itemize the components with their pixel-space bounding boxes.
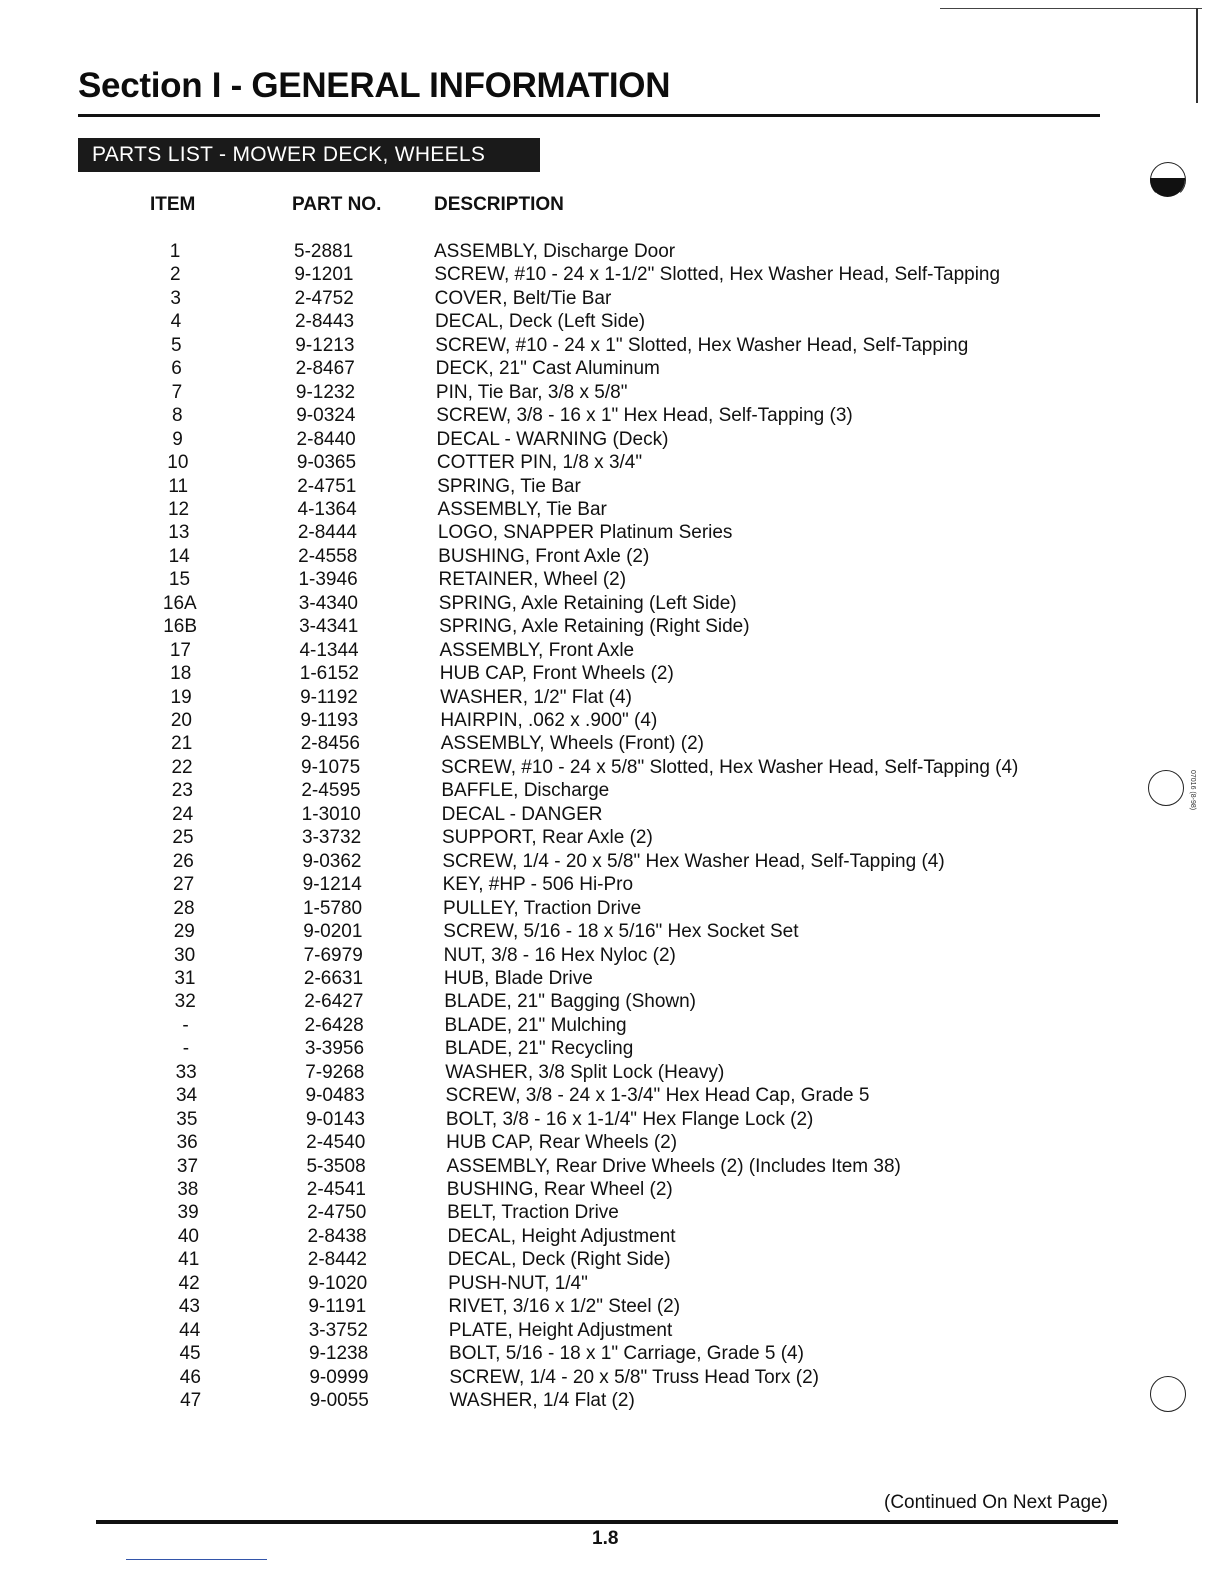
page-number: 1.8 xyxy=(592,1528,619,1549)
part-number: 4-1344 xyxy=(299,639,359,661)
part-number: 2-8467 xyxy=(295,358,355,380)
item-number: 22 xyxy=(171,756,193,778)
part-number: 9-1191 xyxy=(308,1296,367,1318)
part-number: 9-1192 xyxy=(300,686,358,708)
table-row xyxy=(0,381,1224,404)
part-number: 5-3508 xyxy=(306,1155,366,1177)
table-row xyxy=(0,263,1224,286)
part-number: 9-0055 xyxy=(309,1390,369,1412)
part-description: RIVET, 3/16 x 1/2" Steel (2) xyxy=(448,1296,681,1318)
table-row xyxy=(0,873,1224,896)
table-row xyxy=(0,1342,1224,1365)
item-number: 38 xyxy=(177,1179,199,1200)
part-description: PUSH-NUT, 1/4" xyxy=(448,1272,588,1294)
item-number: 45 xyxy=(179,1343,201,1365)
table-row xyxy=(0,967,1224,990)
item-number: 43 xyxy=(178,1296,200,1318)
table-row xyxy=(0,1366,1224,1389)
item-number: 8 xyxy=(171,405,183,427)
item-number: 27 xyxy=(173,874,195,896)
part-number: 9-1193 xyxy=(300,710,359,731)
table-row xyxy=(0,404,1224,427)
item-number: 7 xyxy=(171,381,183,403)
table-row xyxy=(0,475,1224,498)
part-number: 1-3010 xyxy=(301,803,361,825)
page-edge-mark xyxy=(1196,8,1198,103)
table-row xyxy=(0,1108,1224,1131)
part-description: PULLEY, Traction Drive xyxy=(442,897,642,919)
part-description: SCREW, 3/8 - 24 x 1-3/4" Hex Head Cap, Grade 5 xyxy=(445,1085,870,1107)
item-number: 3 xyxy=(170,287,181,309)
item-number: 30 xyxy=(174,944,196,966)
item-number: 28 xyxy=(173,897,195,919)
part-number: 9-1201 xyxy=(294,264,354,286)
item-number: 6 xyxy=(171,358,182,380)
part-description: SCREW, 5/16 - 18 x 5/16" Hex Socket Set xyxy=(443,921,799,943)
item-number: 37 xyxy=(176,1155,199,1177)
table-row xyxy=(0,451,1224,474)
table-row xyxy=(0,779,1224,802)
part-number: 3-3752 xyxy=(308,1319,368,1341)
table-row xyxy=(0,850,1224,873)
part-description: RETAINER, Wheel (2) xyxy=(438,569,627,591)
part-description: LOGO, SNAPPER Platinum Series xyxy=(437,522,733,544)
part-number: 1-5780 xyxy=(302,897,363,919)
table-row xyxy=(0,920,1224,943)
part-description: SCREW, 1/4 - 20 x 5/8" Truss Head Torx (2) xyxy=(449,1366,819,1388)
item-number: 36 xyxy=(176,1132,198,1154)
part-description: WASHER, 3/8 Split Lock (Heavy) xyxy=(445,1061,725,1083)
part-description: BUSHING, Rear Wheel (2) xyxy=(446,1179,673,1200)
part-description: SCREW, 3/8 - 16 x 1" Hex Head, Self-Tapping (3) xyxy=(436,405,853,427)
part-description: BAFFLE, Discharge xyxy=(441,780,610,802)
part-number: 2-8456 xyxy=(300,733,360,755)
part-description: ASSEMBLY, Discharge Door xyxy=(434,241,676,262)
part-number: 2-4540 xyxy=(306,1132,366,1154)
item-number: 5 xyxy=(170,334,182,356)
part-number: 4-1364 xyxy=(297,498,357,520)
part-number: 1-6152 xyxy=(299,663,359,685)
part-number: 9-1238 xyxy=(309,1343,369,1365)
item-number: 26 xyxy=(172,850,194,872)
part-description: SCREW, #10 - 24 x 1-1/2" Slotted, Hex Washer Head, Self-Tapping xyxy=(434,264,1001,286)
part-number: 9-0362 xyxy=(302,850,362,872)
part-number: 2-4751 xyxy=(297,475,357,497)
table-row xyxy=(0,1131,1224,1154)
table-row xyxy=(0,287,1224,310)
top-edge-line xyxy=(940,8,1202,9)
part-number: 2-4750 xyxy=(307,1202,367,1224)
part-number: 9-0365 xyxy=(296,452,357,474)
table-row xyxy=(0,498,1224,521)
part-description: PIN, Tie Bar, 3/8 x 5/8" xyxy=(435,381,628,403)
part-number: 2-8442 xyxy=(307,1249,367,1271)
part-description: NUT, 3/8 - 16 Hex Nyloc (2) xyxy=(443,944,676,966)
item-number: 34 xyxy=(175,1085,198,1107)
table-row xyxy=(0,897,1224,920)
item-number: 32 xyxy=(174,991,196,1013)
part-number: 2-4541 xyxy=(306,1179,366,1200)
side-document-code xyxy=(1189,770,1208,822)
item-number: 20 xyxy=(170,710,192,731)
item-number: 19 xyxy=(170,686,192,708)
part-description: HUB, Blade Drive xyxy=(443,967,593,989)
table-row xyxy=(0,568,1224,591)
item-number: 16B xyxy=(163,616,198,638)
item-number: 41 xyxy=(178,1249,200,1271)
part-description: SPRING, Tie Bar xyxy=(437,475,581,497)
binder-hole-icon xyxy=(1148,770,1184,806)
item-number: 40 xyxy=(177,1225,199,1247)
part-number: 9-1020 xyxy=(308,1272,368,1294)
section-title: Section I - GENERAL INFORMATION xyxy=(78,66,671,105)
part-number: 9-1214 xyxy=(302,874,362,896)
part-number: 9-0324 xyxy=(296,405,356,427)
table-row xyxy=(0,686,1224,709)
table-row xyxy=(0,1084,1224,1107)
table-row xyxy=(0,545,1224,568)
part-number: 2-8440 xyxy=(296,428,356,450)
item-number: 42 xyxy=(178,1272,200,1294)
item-number: 33 xyxy=(175,1061,197,1083)
table-row xyxy=(0,1272,1224,1295)
table-row xyxy=(0,1389,1224,1412)
table-row xyxy=(0,990,1224,1013)
table-row xyxy=(0,1201,1224,1224)
continued-note: (Continued On Next Page) xyxy=(884,1492,1108,1513)
table-row xyxy=(0,944,1224,967)
table-row xyxy=(0,1155,1224,1178)
part-number: 2-6427 xyxy=(304,991,364,1013)
table-row xyxy=(0,521,1224,544)
item-number: 17 xyxy=(169,639,191,661)
part-number: 3-4341 xyxy=(299,616,359,638)
item-number: 23 xyxy=(171,780,193,802)
column-header-part-no: PART NO. xyxy=(292,194,382,215)
item-number: 21 xyxy=(171,733,193,755)
part-description: HAIRPIN, .062 x .900" (4) xyxy=(440,710,658,731)
part-description: WASHER, 1/2" Flat (4) xyxy=(440,686,632,708)
table-row xyxy=(0,1248,1224,1271)
part-description: BUSHING, Front Axle (2) xyxy=(438,545,650,567)
item-number: 13 xyxy=(168,522,190,544)
part-description: ASSEMBLY, Rear Drive Wheels (2) (Includes Item 38) xyxy=(446,1155,901,1177)
footer-rule xyxy=(96,1520,1118,1524)
table-row xyxy=(0,1295,1224,1318)
part-description: SPRING, Axle Retaining (Left Side) xyxy=(438,592,737,614)
table-row xyxy=(0,1225,1224,1248)
part-description: HUB CAP, Front Wheels (2) xyxy=(439,663,674,685)
part-description: DECK, 21" Cast Aluminum xyxy=(435,358,660,380)
item-number: 29 xyxy=(173,921,195,943)
table-row xyxy=(0,428,1224,451)
part-description: SUPPORT, Rear Axle (2) xyxy=(442,827,653,849)
table-row xyxy=(0,756,1224,779)
part-description: ASSEMBLY, Wheels (Front) (2) xyxy=(440,733,704,755)
part-number: 9-1232 xyxy=(295,381,356,403)
item-number: 24 xyxy=(172,803,194,825)
part-description: DECAL, Deck (Left Side) xyxy=(434,311,646,333)
part-description: ASSEMBLY, Tie Bar xyxy=(437,498,607,520)
table-row xyxy=(0,803,1224,826)
table-row xyxy=(0,709,1224,732)
item-number: 25 xyxy=(172,827,194,849)
table-row xyxy=(0,357,1224,380)
table-row xyxy=(0,1014,1224,1037)
part-description: PLATE, Height Adjustment xyxy=(448,1319,673,1341)
item-number: 16A xyxy=(162,592,197,614)
part-number: 2-8438 xyxy=(307,1225,367,1247)
item-number: 9 xyxy=(172,428,183,450)
part-number: 2-4595 xyxy=(301,780,361,802)
part-description: BLADE, 21" Mulching xyxy=(444,1014,627,1036)
binder-hole-icon xyxy=(1150,1376,1186,1412)
item-number: 47 xyxy=(180,1390,202,1412)
parts-list-banner: PARTS LIST - MOWER DECK, WHEELS xyxy=(78,138,540,172)
part-description: DECAL - WARNING (Deck) xyxy=(436,428,669,450)
part-number: 3-3732 xyxy=(302,827,362,849)
item-number: 39 xyxy=(177,1202,199,1224)
part-description: KEY, #HP - 506 Hi-Pro xyxy=(442,874,634,896)
table-row xyxy=(0,240,1224,263)
part-number: 2-8443 xyxy=(294,311,355,333)
part-description: ASSEMBLY, Front Axle xyxy=(439,639,635,661)
part-number: 2-6631 xyxy=(303,967,364,989)
part-number: 7-6979 xyxy=(303,944,363,966)
part-number: 9-0143 xyxy=(305,1108,365,1130)
item-number: 1 xyxy=(169,241,181,262)
part-number: 1-3946 xyxy=(298,569,358,591)
column-header-item: ITEM xyxy=(150,194,196,215)
binder-hole-icon xyxy=(1150,162,1186,198)
part-description: DECAL, Deck (Right Side) xyxy=(447,1249,671,1271)
part-number: 9-1213 xyxy=(295,334,355,356)
table-row xyxy=(0,615,1224,638)
item-number: - xyxy=(182,1014,189,1036)
part-description: SPRING, Axle Retaining (Right Side) xyxy=(439,616,750,638)
table-row xyxy=(0,334,1224,357)
item-number: 4 xyxy=(170,311,182,333)
part-description: COTTER PIN, 1/8 x 3/4" xyxy=(436,452,643,474)
part-description: DECAL - DANGER xyxy=(441,803,603,825)
table-row xyxy=(0,662,1224,685)
part-description: BELT, Traction Drive xyxy=(447,1202,619,1224)
part-description: SCREW, #10 - 24 x 5/8" Slotted, Hex Washer Head, Self-Tapping (4) xyxy=(441,756,1019,778)
table-row xyxy=(0,1319,1224,1342)
part-number: 5-2881 xyxy=(294,241,354,262)
item-number: 14 xyxy=(168,545,190,567)
part-description: SCREW, #10 - 24 x 1" Slotted, Hex Washer Head, Self-Tapping xyxy=(435,334,969,356)
title-rule xyxy=(78,114,1100,117)
part-description: HUB CAP, Rear Wheels (2) xyxy=(446,1132,678,1154)
item-number: 15 xyxy=(168,569,191,591)
part-number: 9-1075 xyxy=(301,756,361,778)
part-number: 9-0201 xyxy=(303,921,363,943)
table-row xyxy=(0,639,1224,662)
part-number: 9-0483 xyxy=(305,1085,365,1107)
item-number: 44 xyxy=(179,1319,201,1341)
item-number: 46 xyxy=(179,1366,201,1388)
part-description: DECAL, Height Adjustment xyxy=(447,1225,676,1247)
part-description: BLADE, 21" Bagging (Shown) xyxy=(444,991,697,1013)
item-number: 31 xyxy=(174,967,196,989)
item-number: 10 xyxy=(167,452,189,474)
item-number: 2 xyxy=(170,264,181,286)
table-row xyxy=(0,826,1224,849)
part-number: 7-9268 xyxy=(305,1061,365,1083)
part-number: 3-4340 xyxy=(298,592,358,614)
table-row xyxy=(0,1037,1224,1060)
part-number: 2-8444 xyxy=(297,522,357,544)
part-number: 2-4558 xyxy=(298,545,358,567)
item-number: 18 xyxy=(170,663,192,685)
item-number: 35 xyxy=(176,1108,198,1130)
side-document-code-text: 07016 (8-98) xyxy=(1189,770,1196,811)
table-row xyxy=(0,1061,1224,1084)
item-number: - xyxy=(182,1038,190,1060)
bottom-edge-line xyxy=(126,1559,267,1560)
part-description: SCREW, 1/4 - 20 x 5/8" Hex Washer Head, Self-Tapping (4) xyxy=(442,850,945,872)
column-header-description: DESCRIPTION xyxy=(434,194,564,215)
part-number: 2-4752 xyxy=(294,287,354,309)
part-description: COVER, Belt/Tie Bar xyxy=(434,287,612,309)
part-number: 3-3956 xyxy=(304,1038,365,1060)
part-number: 2-6428 xyxy=(304,1014,364,1036)
item-number: 12 xyxy=(167,498,190,520)
part-description: WASHER, 1/4 Flat (2) xyxy=(449,1390,635,1412)
part-description: BOLT, 3/8 - 16 x 1-1/4" Hex Flange Lock (2) xyxy=(445,1108,814,1130)
item-number: 11 xyxy=(168,475,189,497)
table-row xyxy=(0,1178,1224,1201)
part-description: BOLT, 5/16 - 18 x 1" Carriage, Grade 5 (4) xyxy=(449,1343,804,1365)
part-number: 9-0999 xyxy=(309,1366,369,1388)
table-row xyxy=(0,310,1224,333)
table-row xyxy=(0,592,1224,615)
table-row xyxy=(0,732,1224,755)
part-description: BLADE, 21" Recycling xyxy=(444,1038,634,1060)
